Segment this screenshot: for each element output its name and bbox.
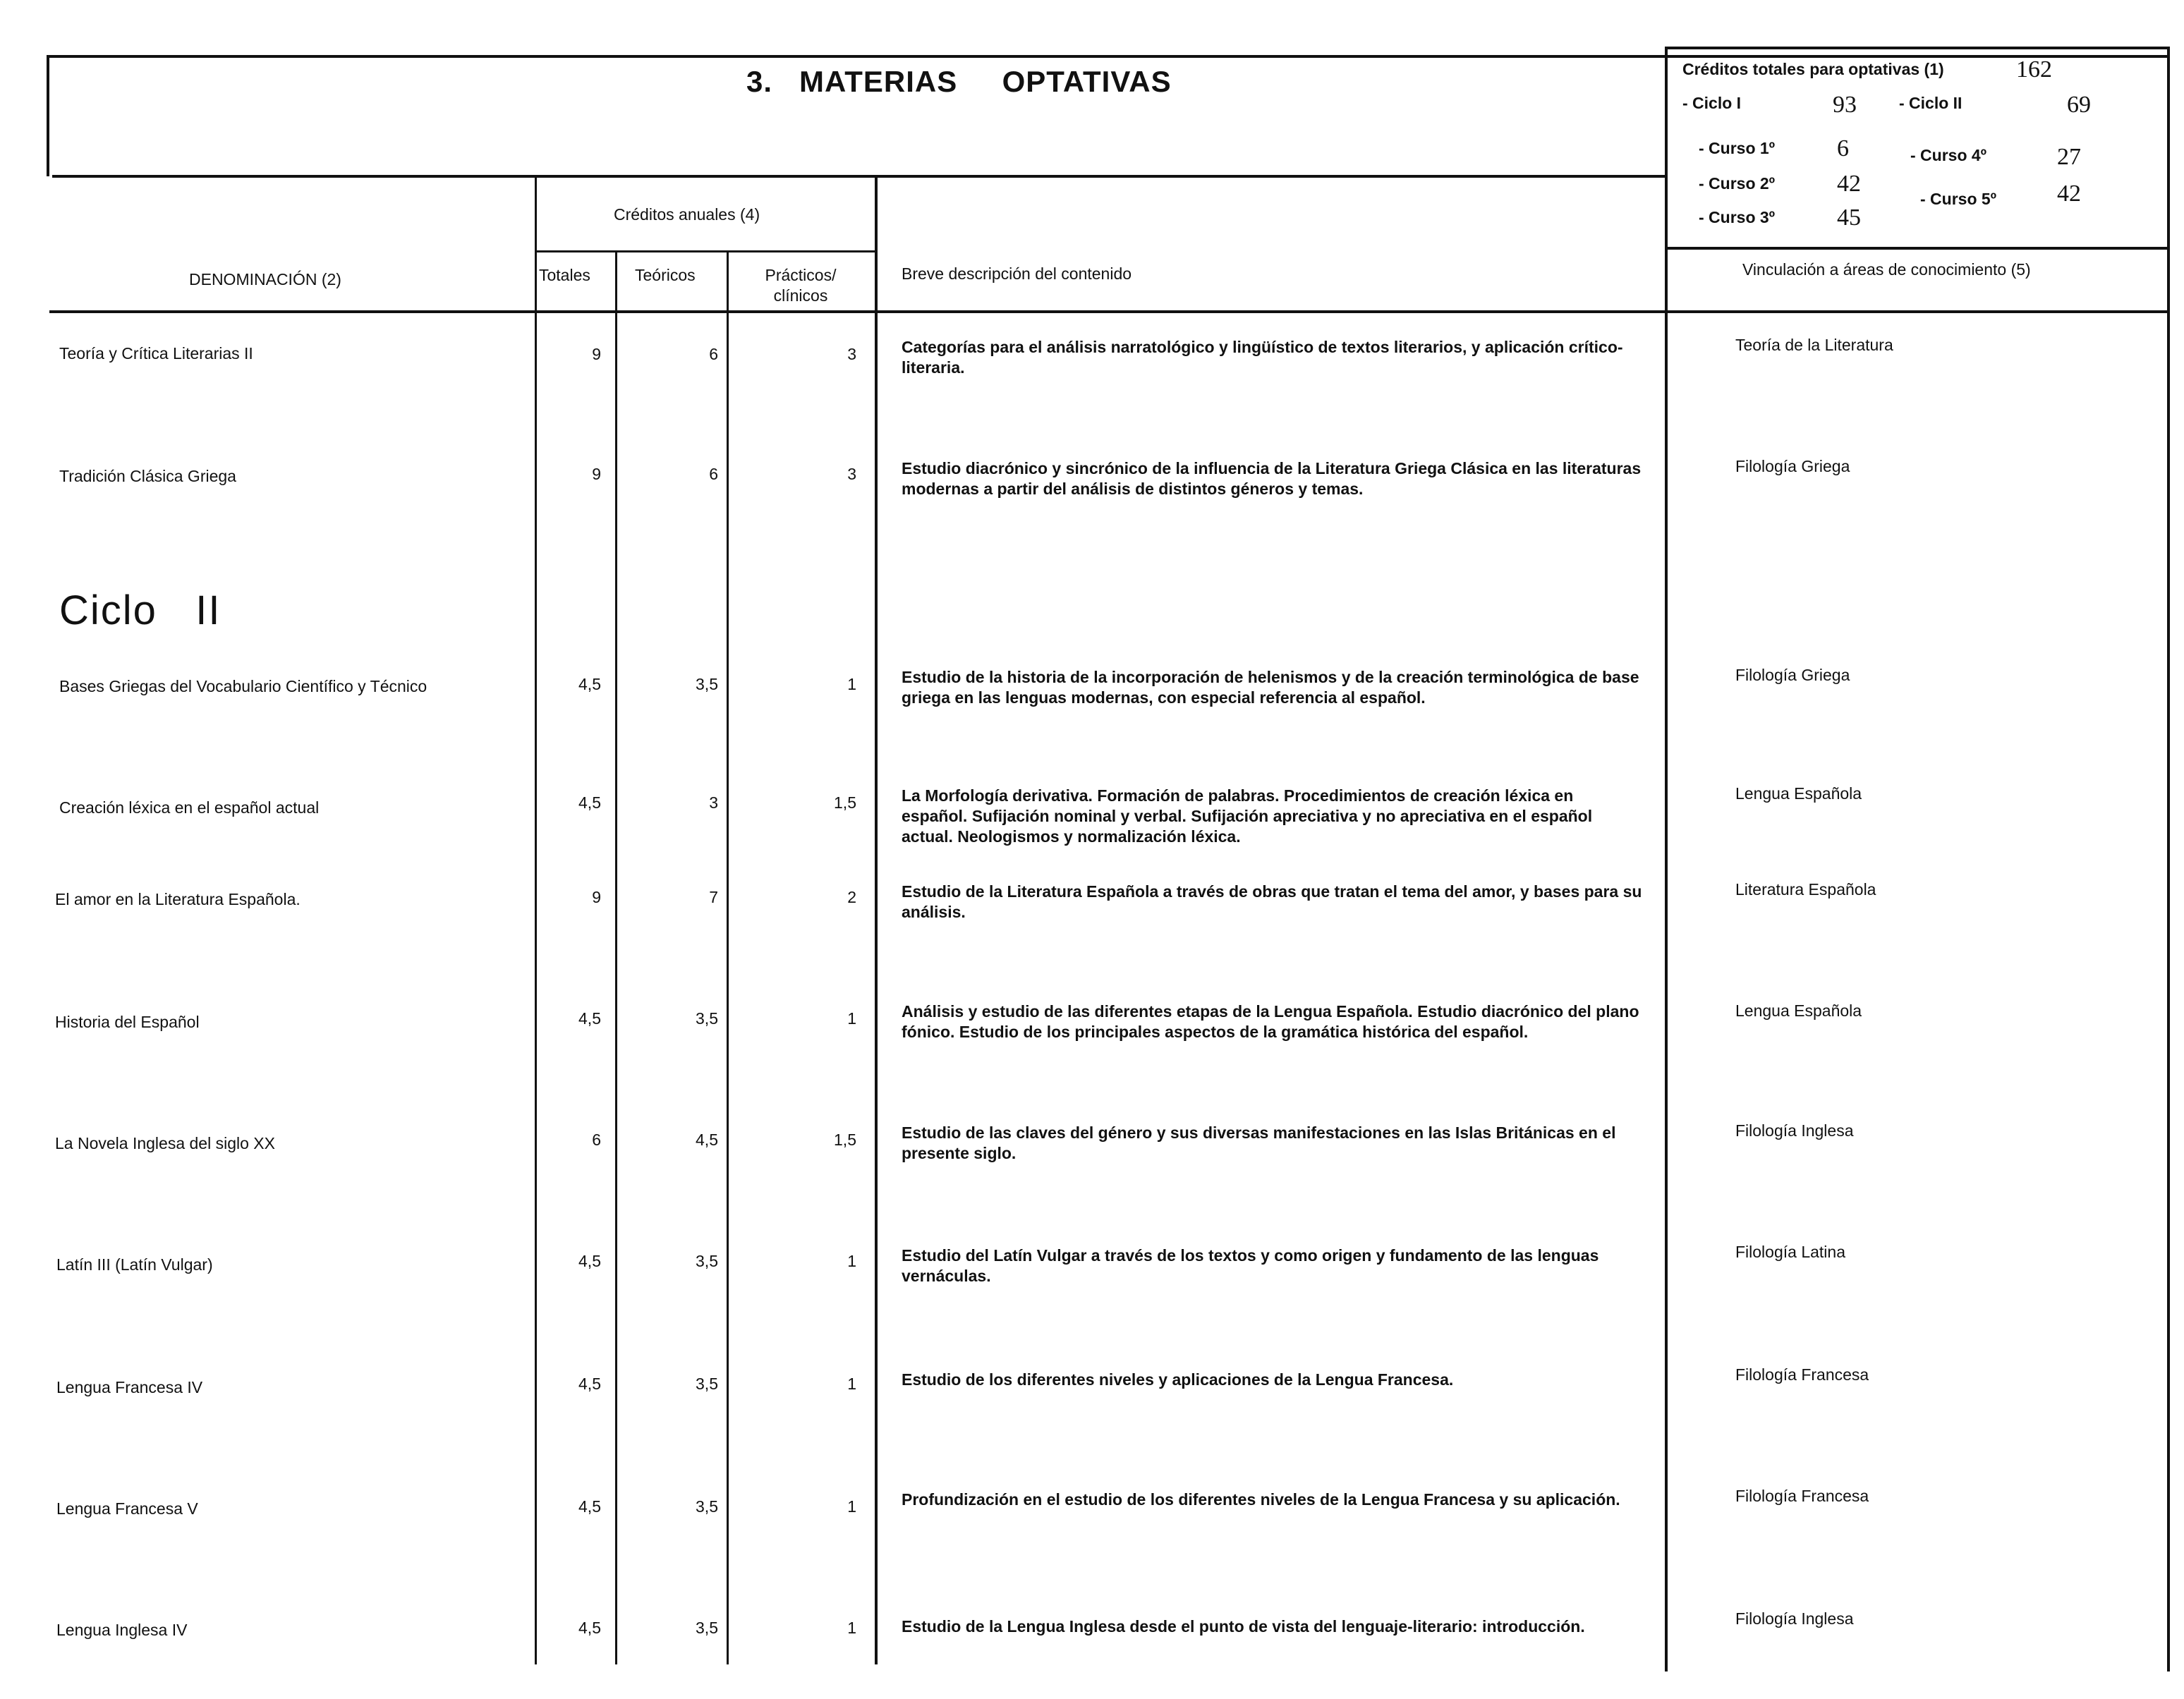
row-desc: Estudio diacrónico y sincrónico de la influencia de la Literatura Griega Clásica en las literaturas modernas a partir del análisis de distintos géneros y temas. [902, 459, 1642, 498]
row-desc: Análisis y estudio de las diferentes etapas de la Lengua Española. Estudio diacrónico del plano fónico. Estudio de los principales aspectos de la gramática histórica del español. [902, 1002, 1639, 1041]
row-area: Filología Griega [1735, 666, 1850, 684]
frame-left-upper [47, 55, 49, 176]
row-totales: 9 [592, 465, 601, 483]
row-totales: 4,5 [578, 1252, 601, 1270]
row-name: Teoría y Crítica Literarias II [59, 344, 253, 363]
row-practicos: 1 [847, 1009, 856, 1028]
row-name: Creación léxica en el español actual [59, 798, 320, 817]
row-totales: 4,5 [578, 675, 601, 693]
curso3-label: - Curso 3º [1699, 208, 1776, 226]
row-totales: 4,5 [578, 1375, 601, 1393]
credits-box-bottom [1665, 247, 2170, 250]
title-bottom-rule [52, 175, 1668, 178]
credits-total-label: Créditos totales para optativas (1) [1682, 60, 1944, 78]
curso4-label: - Curso 4º [1910, 146, 1987, 164]
row-name: Historia del Español [55, 1013, 200, 1031]
header-totales: Totales [539, 266, 590, 284]
header-denominacion: DENOMINACIÓN (2) [189, 270, 341, 288]
row-practicos: 2 [847, 888, 856, 906]
row-area: Filología Francesa [1735, 1365, 1869, 1384]
curso5-value: 42 [2057, 181, 2081, 207]
row-desc: Estudio de la Literatura Española a través de obras que tratan el tema del amor, y bases para su análisis. [902, 882, 1642, 921]
row-teoricos: 3,5 [696, 1375, 718, 1393]
row-practicos: 1 [847, 1375, 856, 1393]
row-desc: Estudio de la historia de la incorporación de helenismos y de la creación terminológica de base griega en las lenguas modernas, con especial referencia al español. [902, 668, 1639, 707]
row-totales: 9 [592, 345, 601, 363]
col-divider-practicos [727, 250, 729, 1664]
row-area: Lengua Española [1735, 784, 1862, 803]
row-area: Filología Inglesa [1735, 1609, 1854, 1628]
row-totales: 6 [592, 1131, 601, 1149]
row-area: Literatura Española [1735, 880, 1876, 899]
curso4-value: 27 [2057, 144, 2081, 170]
row-totales: 9 [592, 888, 601, 906]
row-desc: Categorías para el análisis narratológico y lingüístico de textos literarios, y aplicación crítico-literaria. [902, 338, 1623, 377]
curso2-value: 42 [1837, 171, 1861, 197]
frame-top [47, 55, 2170, 58]
section-label-ciclo: Ciclo II [59, 587, 222, 633]
creditos-subheader-rule [536, 250, 878, 252]
row-teoricos: 4,5 [696, 1131, 718, 1149]
row-totales: 4,5 [578, 1619, 601, 1637]
ciclo1-label: - Ciclo I [1682, 94, 1742, 112]
row-name: Lengua Inglesa IV [56, 1621, 188, 1639]
row-desc: Estudio de las claves del género y sus diversas manifestaciones en las Islas Británicas en el presente siglo. [902, 1123, 1616, 1162]
page-title: 3. MATERIAS OPTATIVAS [746, 65, 1172, 98]
row-name: Latín III (Latín Vulgar) [56, 1255, 213, 1274]
row-practicos: 1 [847, 1497, 856, 1516]
credits-box-right [2167, 47, 2170, 1671]
row-practicos: 3 [847, 465, 856, 483]
row-totales: 4,5 [578, 793, 601, 812]
row-practicos: 1,5 [834, 793, 856, 812]
row-name: El amor en la Literatura Española. [55, 890, 301, 908]
ciclo2-value: 69 [2067, 92, 2091, 118]
row-totales: 4,5 [578, 1009, 601, 1028]
row-teoricos: 3,5 [696, 1252, 718, 1270]
curso1-label: - Curso 1º [1699, 139, 1776, 157]
header-practicos: Prácticos/ clínicos [765, 266, 837, 305]
credits-total-value: 162 [2016, 56, 2052, 83]
row-teoricos: 3,5 [696, 1009, 718, 1028]
col-divider-totales [535, 176, 537, 1664]
row-name: Tradición Clásica Griega [59, 467, 236, 485]
header-bottom-rule [49, 310, 2170, 313]
row-teoricos: 3,5 [696, 1619, 718, 1637]
row-desc: Estudio de los diferentes niveles y aplicaciones de la Lengua Francesa. [902, 1370, 1454, 1389]
row-teoricos: 3 [709, 793, 718, 812]
header-creditos-anuales: Créditos anuales (4) [614, 205, 760, 224]
row-name: La Novela Inglesa del siglo XX [55, 1134, 275, 1152]
row-name: Lengua Francesa V [56, 1499, 198, 1518]
row-name: Bases Griegas del Vocabulario Científico y Técnico [59, 677, 427, 695]
row-area: Filología Griega [1735, 457, 1850, 475]
row-teoricos: 7 [709, 888, 718, 906]
credits-box-top [1665, 47, 2170, 49]
row-desc: La Morfología derivativa. Formación de palabras. Procedimientos de creación léxica en español. Sufijación nominal y verbal. Sufijación apreciativa y no apreciativa en el español actual. Neologismos y normalización léxica. [902, 786, 1593, 846]
row-teoricos: 6 [709, 345, 718, 363]
row-totales: 4,5 [578, 1497, 601, 1516]
row-practicos: 1,5 [834, 1131, 856, 1149]
row-area: Filología Francesa [1735, 1487, 1869, 1505]
row-area: Teoría de la Literatura [1735, 336, 1893, 354]
row-practicos: 1 [847, 1619, 856, 1637]
credits-box-left [1665, 47, 1668, 1671]
row-name: Lengua Francesa IV [56, 1378, 203, 1396]
row-desc: Profundización en el estudio de los diferentes niveles de la Lengua Francesa y su aplicación. [902, 1490, 1620, 1509]
curso3-value: 45 [1837, 205, 1861, 231]
row-desc: Estudio del Latín Vulgar a través de los textos y como origen y fundamento de las lenguas vernáculas. [902, 1246, 1599, 1285]
ciclo1-value: 93 [1833, 92, 1857, 118]
row-teoricos: 6 [709, 465, 718, 483]
row-desc: Estudio de la Lengua Inglesa desde el punto de vista del lenguaje-literario: introducción. [902, 1617, 1585, 1636]
curso5-label: - Curso 5º [1920, 190, 1997, 208]
row-area: Filología Inglesa [1735, 1121, 1854, 1140]
row-teoricos: 3,5 [696, 675, 718, 693]
header-teoricos: Teóricos [635, 266, 696, 284]
row-practicos: 3 [847, 345, 856, 363]
row-teoricos: 3,5 [696, 1497, 718, 1516]
curso2-label: - Curso 2º [1699, 174, 1776, 193]
col-divider-descripcion [875, 175, 878, 1664]
header-vinculacion: Vinculación a áreas de conocimiento (5) [1742, 260, 2031, 279]
curso1-value: 6 [1837, 135, 1849, 162]
row-practicos: 1 [847, 1252, 856, 1270]
col-divider-teoricos [615, 250, 617, 1664]
header-descripcion: Breve descripción del contenido [902, 264, 1132, 283]
row-practicos: 1 [847, 675, 856, 693]
ciclo2-label: - Ciclo II [1899, 94, 1962, 112]
row-area: Lengua Española [1735, 1001, 1862, 1020]
row-area: Filología Latina [1735, 1243, 1845, 1261]
